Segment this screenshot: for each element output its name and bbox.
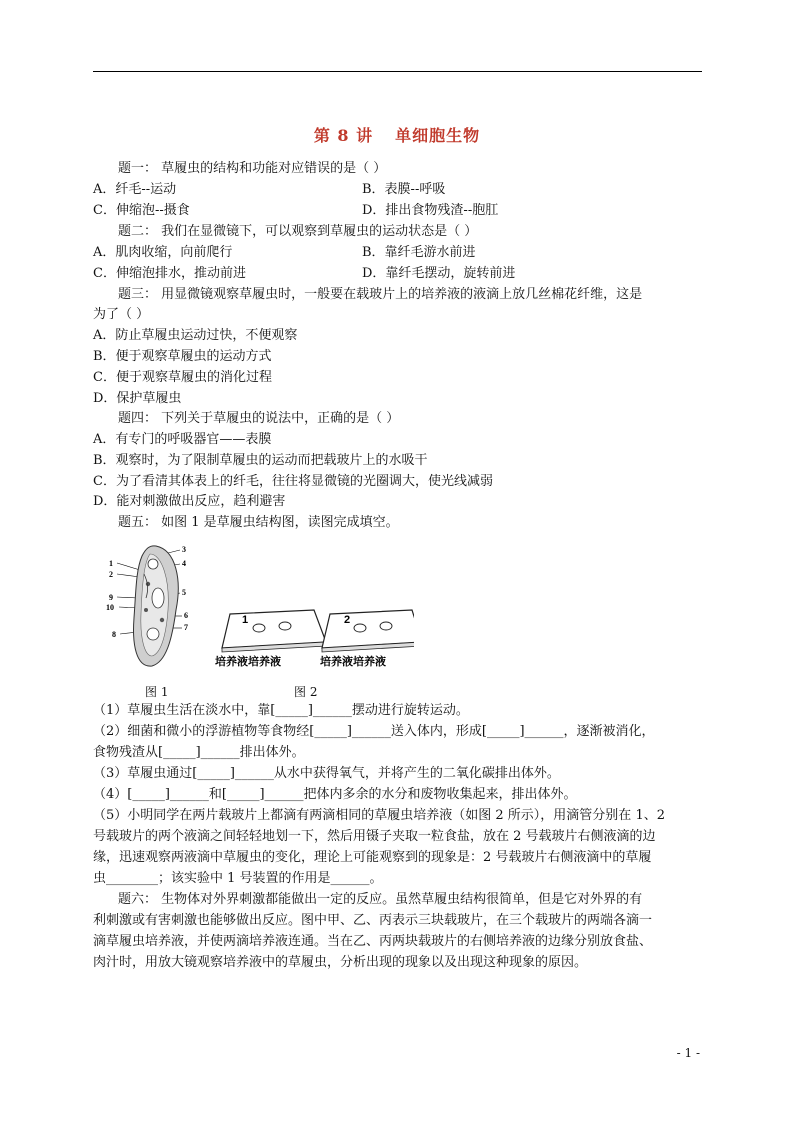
- q3-stem-line2: 为了（ ）: [93, 307, 150, 322]
- label-7: 7: [184, 623, 188, 632]
- q2-stem: 题二： 我们在显微镜下，可以观察到草履虫的运动状态是（ ）: [118, 224, 478, 239]
- q5-part-5-line1: （5）小明同学在两片载玻片上都滴有两滴相同的草履虫培养液（如图 2 所示），用滴管分别在 1、2: [93, 808, 665, 823]
- q1-option-b: B．表膜--呼吸: [362, 182, 446, 197]
- q6-line2: 利刺激或有害刺激也能够做出反应。图中甲、乙、丙表示三块载玻片，在三个载玻片的两端各滴一: [93, 913, 653, 928]
- q4-option-d: D．能对刺激做出反应，趋利避害: [93, 494, 286, 509]
- q1-option-a: A．纤毛--运动: [93, 182, 177, 197]
- paramecium-figure: [106, 540, 206, 680]
- label-1: 1: [109, 559, 113, 568]
- q1-stem: 题一： 草履虫的结构和功能对应错误的是（ ）: [118, 161, 387, 176]
- label-4: 4: [182, 559, 186, 568]
- q4-option-b: B．观察时，为了限制草履虫的运动而把载玻片上的水吸干: [93, 453, 428, 468]
- slide-2: [320, 610, 414, 668]
- q5-part-5-line2: 号载玻片的两个液滴之间轻轻地划一下，然后用镊子夹取一粒食盐，放在 2 号载玻片右侧液滴的边: [93, 829, 656, 844]
- q2-option-c: C．伸缩泡排水，推动前进: [93, 266, 246, 281]
- q2-option-b: B．靠纤毛游水前进: [362, 245, 476, 260]
- page-number: - 1 -: [676, 1046, 700, 1060]
- label-6: 6: [184, 611, 188, 620]
- q3-option-a: A．防止草履虫运动过快，不便观察: [93, 328, 298, 343]
- q5-part-2-line1: （2）细菌和微小的浮游植物等食物经[_____]______送入体内，形成[_____]______，逐渐被消化，: [93, 724, 655, 739]
- q4-stem: 题四： 下列关于草履虫的说法中，正确的是（ ）: [118, 411, 400, 426]
- q6-line1: 题六： 生物体对外界刺激都能做出一定的反应。虽然草履虫结构很简单，但是它对外界的有: [118, 892, 643, 907]
- figure-1-caption: 图 1: [145, 685, 169, 699]
- q2-option-a: A．肌肉收缩，向前爬行: [93, 245, 233, 260]
- q5-part-2-line2: 食物残渣从[_____]______排出体外。: [93, 745, 305, 760]
- slides-figure: [214, 600, 414, 672]
- lecture-topic: 单细胞生物: [395, 126, 481, 145]
- q5-part-3: （3）草履虫通过[_____]______从水中获得氧气，并将产生的二氧化碳排出体外。: [93, 766, 560, 781]
- q5-stem: 题五： 如图 1 是草履虫结构图，读图完成填空。: [118, 515, 399, 530]
- q5-part-5-line4: 虫________；该实验中 1 号装置的作用是______。: [93, 871, 383, 886]
- slide-1-label: 培养液培养液: [215, 655, 281, 668]
- label-2: 2: [109, 570, 113, 579]
- lecture-number: 第 8 讲: [313, 126, 374, 145]
- slide-1-number: 1: [242, 614, 249, 626]
- q3-option-b: B．便于观察草履虫的运动方式: [93, 349, 272, 364]
- slide-2-number: 2: [344, 614, 351, 626]
- label-10: 10: [106, 603, 114, 612]
- slide-2-label: 培养液培养液: [320, 655, 386, 668]
- q1-option-c: C．伸缩泡--摄食: [93, 203, 190, 218]
- label-3: 3: [182, 545, 186, 554]
- page-title: [0, 123, 794, 146]
- q3-option-d: D．保护草履虫: [93, 391, 182, 406]
- q5-part-4: （4）[_____]______和[_____]______把体内多余的水分和废物收集起来，排出体外。: [93, 787, 577, 802]
- slide-1: [215, 610, 326, 668]
- header-rule: [93, 71, 702, 72]
- q4-option-a: A．有专门的呼吸器官——表膜: [93, 432, 272, 447]
- q1-option-d: D．排出食物残渣--胞肛: [362, 203, 499, 218]
- q3-option-c: C．便于观察草履虫的消化过程: [93, 370, 272, 385]
- q4-option-c: C．为了看清其体表上的纤毛，往往将显微镜的光圈调大，使光线减弱: [93, 474, 493, 489]
- q6-line4: 肉汁时，用放大镜观察培养液中的草履虫，分析出现的现象以及出现这种现象的原因。: [93, 955, 588, 970]
- figure-2-caption: 图 2: [294, 685, 318, 699]
- q5-part-5-line3: 缘，迅速观察两液滴中草履虫的变化，理论上可能观察到的现象是：2 号载玻片右侧液滴中的草履: [93, 850, 652, 865]
- label-9: 9: [109, 593, 113, 602]
- label-8: 8: [112, 630, 116, 639]
- q6-line3: 滴草履虫培养液，并使两滴培养液连通。当在乙、丙两块载玻片的右侧培养液的边缘分别放食盐、: [93, 934, 653, 949]
- q5-part-1: （1）草履虫生活在淡水中，靠[_____]______摆动进行旋转运动。: [93, 703, 469, 718]
- q2-option-d: D．靠纤毛摆动，旋转前进: [362, 266, 516, 281]
- label-5: 5: [182, 588, 186, 597]
- q3-stem-line1: 题三： 用显微镜观察草履虫时，一般要在载玻片上的培养液的液滴上放几丝棉花纤维，这是: [118, 287, 643, 302]
